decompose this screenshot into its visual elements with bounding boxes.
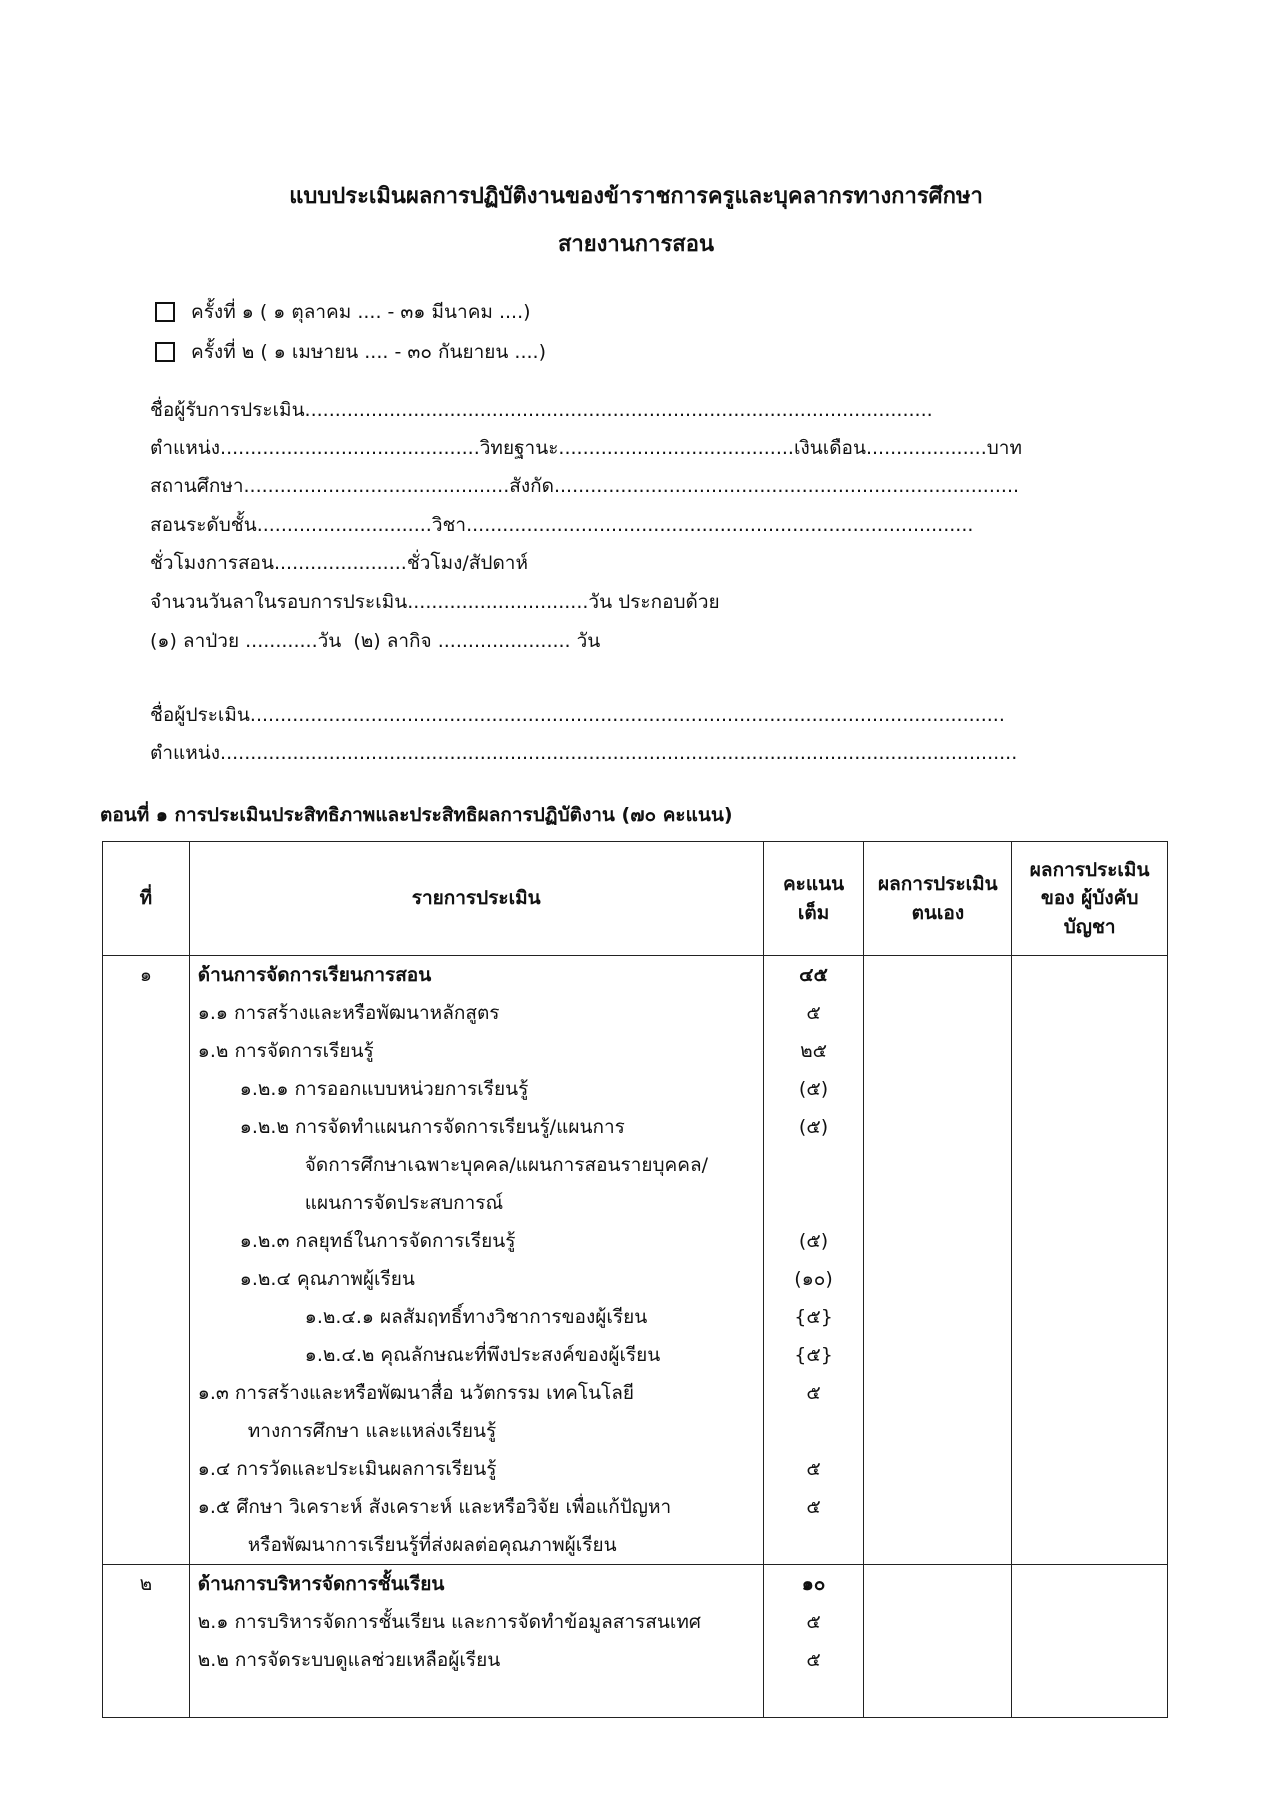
header-full-score: คะแนน เต็ม [763,842,864,956]
leave-detail-field[interactable]: (๑) ลาป่วย ............วัน (๒) ลากิจ ...................... วัน [150,630,601,652]
item-row: ๒.๑ การบริหารจัดการชั้นเรียน และการจัดทำข้อมูลสารสนเทศ [197,1611,701,1633]
group-2-self-score-input[interactable] [864,1565,1012,1718]
group-2-supervisor-score-input[interactable] [1012,1565,1168,1718]
item-row: ทางการศึกษา และแหล่งเรียนรู้ [247,1420,497,1442]
group-2-items [189,1565,763,1718]
evaluator-position-field[interactable]: ตำแหน่ง.................................................................................................................................... [150,742,1018,764]
item-row: จัดการศึกษาเฉพาะบุคคล/แผนการสอนรายบุคคล/ [304,1154,709,1176]
score-cell [764,1412,864,1450]
evaluator-name-field[interactable]: ชื่อผู้ประเมิน............................................................................................................................. [150,704,1005,726]
round-2-checkbox[interactable] [155,342,175,362]
score-cell: ๕ [806,1496,821,1518]
item-row: ๑.๕ ศึกษา วิเคราะห์ สังเคราะห์ และหรือวิจัย เพื่อแก้ปัญหา [197,1496,672,1518]
item-row: ๑.๒.๓ กลยุทธ์ในการจัดการเรียนรู้ [239,1230,516,1252]
score-cell: (๕) [798,1078,829,1100]
score-cell: ๑๐ [801,1573,826,1595]
score-cell: ๕ [806,1382,821,1404]
score-cell [764,1184,864,1222]
evaluation-table [102,841,1168,1718]
item-row: ๑.๔ การวัดและประเมินผลการเรียนรู้ [197,1458,497,1480]
group-2-scores [763,1565,864,1718]
header-self-evaluation: ผลการประเมิน ตนเอง [864,842,1012,956]
score-cell: ๕ [806,1002,821,1024]
group-2-no: ๒ [103,1565,190,1718]
item-row: ๑.๓ การสร้างและหรือพัฒนาสื่อ นวัตกรรม เทคโนโลยี [197,1382,635,1404]
form-title: แบบประเมินผลการปฏิบัติงานของข้าราชการครูและบุคลากรทางการศึกษา [289,184,983,209]
item-row: ด้านการจัดการเรียนการสอน [197,964,432,986]
score-cell: {๕} [794,1344,833,1366]
score-cell: ๔๕ [799,964,828,986]
header-supervisor-evaluation: ผลการประเมิน ของ ผู้บังคับบัญชา [1012,842,1168,956]
item-row: ด้านการบริหารจัดการชั้นเรียน [197,1573,445,1595]
item-row: ๑.๒.๒ การจัดทำแผนการจัดการเรียนรู้/แผนการ [239,1116,625,1138]
score-cell: {๕} [794,1306,833,1328]
group-1-no: ๑ [103,956,190,1565]
score-cell: (๕) [798,1230,829,1252]
item-row: ๑.๒.๔.๒ คุณลักษณะที่พึงประสงค์ของผู้เรียน [304,1344,661,1366]
form-subtitle: สายงานการสอน [558,232,714,257]
section-1-title: ตอนที่ ๑ การประเมินประสิทธิภาพและประสิทธิผลการปฏิบัติงาน (๗๐ คะแนน) [100,804,733,826]
leave-days-field[interactable]: จำนวนวันลาในรอบการประเมิน..............................วัน ประกอบด้วย [150,591,720,613]
score-cell: ๕ [806,1611,821,1633]
group-1-scores [763,956,864,1565]
item-row: แผนการจัดประสบการณ์ [304,1192,504,1214]
item-row: ๑.๑ การสร้างและหรือพัฒนาหลักสูตร [197,1002,500,1024]
evaluatee-name-field[interactable]: ชื่อผู้รับการประเมิน........................................................................................................ [150,399,933,421]
header-no: ที่ [103,842,190,956]
round-1-option[interactable] [155,297,531,327]
item-row: ๑.๒ การจัดการเรียนรู้ [197,1040,374,1062]
score-cell: (๕) [798,1116,829,1138]
school-field[interactable]: สถานศึกษา............................................สังกัด............................................................................. [150,475,1020,497]
header-item: รายการประเมิน [189,842,763,956]
score-cell: ๒๕ [800,1040,827,1062]
round-2-label: ครั้งที่ ๒ ( ๑ เมษายน .... - ๓๐ กันยายน ....) [191,341,546,363]
item-row: ๒.๒ การจัดระบบดูแลช่วยเหลือผู้เรียน [197,1649,501,1671]
score-cell: ๕ [806,1458,821,1480]
score-cell: (๑๐) [794,1268,833,1290]
group-1-self-score-input[interactable] [864,956,1012,1565]
score-cell [764,1146,864,1184]
group-1-items [189,956,763,1565]
round-1-checkbox[interactable] [155,302,175,322]
score-cell: ๕ [806,1649,821,1671]
score-cell [764,1526,864,1564]
item-row: ๑.๒.๔.๑ ผลสัมฤทธิ์ทางวิชาการของผู้เรียน [304,1306,648,1328]
position-field[interactable]: ตำแหน่ง...........................................วิทยฐานะ.......................................เงินเดือน....................บาท [150,437,1022,459]
item-row: ๑.๒.๔ คุณภาพผู้เรียน [239,1268,415,1290]
round-1-label: ครั้งที่ ๑ ( ๑ ตุลาคม .... - ๓๑ มีนาคม ....) [191,301,531,323]
round-2-option[interactable] [155,337,546,367]
group-1-supervisor-score-input[interactable] [1012,956,1168,1565]
teaching-hours-field[interactable]: ชั่วโมงการสอน......................ชั่วโมง/สัปดาห์ [150,552,528,574]
item-row-blank [190,1679,763,1717]
item-row: ๑.๒.๑ การออกแบบหน่วยการเรียนรู้ [239,1078,529,1100]
teaching-level-field[interactable]: สอนระดับชั้น.............................วิชา.................................................................................... [150,514,974,536]
group-1-row [103,956,1168,1565]
group-2-row [103,1565,1168,1718]
item-row: หรือพัฒนาการเรียนรู้ที่ส่งผลต่อคุณภาพผู้เรียน [247,1534,617,1556]
